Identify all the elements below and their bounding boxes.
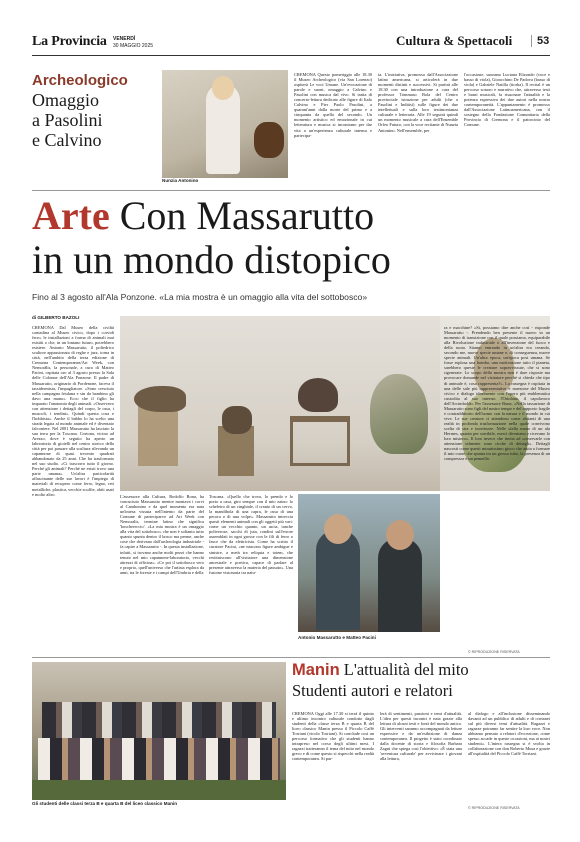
main-col-1: CREMONA Dal Museo della civiltà contadina al Museo civico, dopo i corvidi ferro, le installazioni a forma di animali mai esistiti o che, in un lontano futuro, potrebbero esistere. Antonio Massarutto, il poliedrico scultore appassionato di reghe e jazz, torna in città, nell'ambito della terza edizione di Cremona Contemporanea/Art Week, con Nemorālis, la personale, a cura di Matteo Pacini, ospitata oro al 3 agosto presso la Sala delle Colonne dell'Ala Ponzone. Il padre di Massarutto, originario di Pordenone, faceva il tassidermista, l'impagliatore. «Sono cresciuto nella campagna friulana e sin da bambino gli davo una mano». Ecco che il figlio ha imparato l'anatomia degli animali. «Osservavo con attenzione i dettagli del corpo, le ossa, i muscoli, i tendini». Quindi questa cosa e l'hobbista». Anche il babbo lo ha scelto una strada legata al mondo animale ed è diventato falconiere. Nel 2001 Massarutto ha lasciato la sua terra per la Toscana. Cortona, vicino ad Arezzo, dove è seguito ha aperto un laboratorio di gioielli nel centro storico della città per poi passare alla scultura rilevando un capannone di quasi trecento quadrati abbandonato da 25 anni. Che ha trasformato nel suo studio. «Ci trascorro tutto il giorno. Perché gli animali? Perché ne esisti trovo una parte umana». Un'altra particolarità affascinante delle sue lavori è l'impiego di materiali di recupero come ferro, legno, reti metalliche, plastica, vecchie scuffie, abiti usati e molto altro. (32, 325, 114, 497)
installation-table (290, 416, 350, 466)
installation-base-1 (138, 406, 178, 466)
top-col-3: l'occasione, suonano Luciana Elizondo (voce e basso di viola), Gioacchino De Padova (basso di viola) e Gabriele Natilla (tiorba). Il recital è un percorso sonoro e narrativo che, attraverso testi e brani musicali, fa risuonare l'attualità e la potenza espressiva dei due autori nella nostra contemporaneità. L'appuntamento è promosso dall'Associazione Latinoamericana, con il sostegno della Fondazione Comunitaria della Provincia di Cremona e il patrocinio del Comune. (464, 72, 550, 128)
portrait-person-1 (316, 530, 360, 630)
main-subtitle-quote: «La mia mostra è un omaggio alla vita del sottobosco» (159, 292, 368, 302)
bottom-col-1: CREMONA Oggi alle 17.30 si terrà il quinto e ultimo incontro culturale condotto dagli studenti della classe terza B e quarta B del liceo classico Manin presso il Piccolo Caffè Torriani (vicolo Torriani). Si conclude così un percorso formativo che gli studenti hanno intrapreso nel corso degli ultimi mesi. I ragazzi tratteranno il tema del mito nel mondo greco e di come questo si rispecchi nella realtà contemporanea. Si par- (292, 711, 374, 762)
top-col-2: ta. L'iniziativa, promossa dall'Associazione latino americana, si articolerà in due momenti distinti e successivi. Si partirà alle 18.30 con una introduzione a cura del professor Tommaso Bola del Centro provinciale istruzione per adulti (che a Pasolini e Inditisi) sulle figure dei due intellettuali e sulla loro testimonianza culturale e letteraria. Alle 19 seguirà quindi un momento musicale a cura dell'Ensemble Orfeo Futuro, con la voce recitante di Nunzia Antonino. Nell'ensemble, per (378, 72, 458, 133)
section-rule-1 (32, 190, 550, 191)
bottom-credit: © RIPRODUZIONE RISERVATA (468, 806, 520, 810)
bottom-col-2: lerà di sentimenti, passioni e temi d'attualità. L'idea per questi incontri è nata grazie alla lettura di alcuni testi e fonti del mondo antico. Gli interventi saranno accompagnati da letture espressive e da un'esibizione di danza contemporanea. Il progetto è stato coordinato dalla docente di storia e filosofia Barbara Zagni che spiega così l'obiettivo: «È stata una 'avventura culturale' per avvicinare i giovani alla lettura, (380, 711, 462, 762)
installation-creature-1 (134, 386, 186, 412)
main-credit: © RIPRODUZIONE RISERVATA (468, 650, 520, 654)
page-number: 53 (531, 35, 549, 47)
performer-head (212, 76, 234, 100)
top-photo (162, 70, 288, 178)
main-photo-installation (120, 316, 440, 491)
top-kicker: Archeologico (32, 72, 128, 89)
portrait-head-1 (324, 514, 352, 544)
main-col-3: Toscana. «Quello che trovo, lo prendo e lo porto a casa, giro sempre con il mio zaino: lo scheletro di un cinghiale, il cranio di un cervo, la mandibola di una capra, le ossa di una pecora o di una volpe». Massarutto intreccia questi elementi animali con gli oggetti più vari: come un vecchio quanto, un ascia, tanche poliverose, sacchi di juta, rondini sull'errore assemblati in ogni grosse con le fili di ferro o fasce che da elettricista. Come ha scritto il curatore Pacini, «ne nascono figure ambigue e sinistre, a metà tra reliquia e totem, che restituiscono all'visitatore una dimensione ancestrale e poetica, capace di parlare al presente attraverso la materia del passato». Una fusione visionaria tra natu- (209, 494, 293, 575)
main-byline: di GILBERTO BAZOLI (32, 315, 80, 320)
bottom-photo-students (32, 662, 286, 800)
main-photo-caption: Antonio Massarutto e Matteo Pacini (298, 635, 376, 640)
masthead-date: 30 MAGGIO 2025 (113, 43, 154, 49)
students-row-front (38, 738, 280, 780)
section-rule-2 (32, 657, 550, 658)
installation-creature-3 (298, 378, 338, 412)
top-title-line1: Omaggio (32, 90, 99, 110)
bottom-kicker: Manin (292, 661, 340, 679)
bottom-headline-line1 (292, 660, 469, 680)
main-col-2: L'assessore alla Cultura, Rodolfo Bona, ha conosciuto Massarutto mentre montava i corvi al Cambonino e da quel momento era nata un'intesa vissuta nell'intento da parte del Comune di parteciparve ad Art Week con Nemoralis, termine latino che significa 'boschereccio'. «La mia mostra è un omaggio alla vita del sottobosco, che non è soltanto tutto quanto spunta dentro il bosco ma perme, anche cose che derivano dall'archeologia industriale - fa capire a Massarutto -. In questa installazione, infatti, si trovano anche molti pezzi che hanno tenuto nel mio capannone-laboratorio, vecchi attrezzi di officina». «Ce poi il sottobosco vero e proprio, quell'universo che l'artista esplora da anni, tra le foreste e i campi dell'Umbria e della (120, 494, 204, 575)
main-col-4: ra e macchine? «Si, possiamo dire anche così - risponde Massarutto -. Prendendo ben presente il nuovo in un momento di transizione con il quale possiamo, equiparabile alla Rivoluzione industriale o all'invenzione del fuoco e della ruota. Stiamo entrando in un'altra era creando, secondo me, nuove specie umane e, di conseguenza, nuove specie animali. Un'altra epoca, un'epoca post umana. Se fosse esplosa una bomba, una motivazione tutto il pianeta, sarebbero queste le creature sopravvissute, che si sono rigenerate. Lo scopo della mostra non è dare risposte ma provocare domande nel visitatore perché si chieda che tipo di animale è, cosa rappresenta?». La rassegna è ospitata in una delle sale più rappresentative e maestose del Museo civico e dialoga idealmente con l'opera più emblematica custodita al suo interno: l'Ortolano, il capolavoro dell'Arcimboldo. Per l'assessore Bona, «Nella tassazione di Massarutto sono figli del nostro tempo e del rapporto fragile e contraddittorio dell'uomo con la natura e il mondo in cui vive. Le sue creature ci attendono come abitanti di una realtà in profonda trasformazione nella quale convivono scelta di stra e incertezze. Nelle sfalla mano di un ala Hermes, quanto per sorribile, esercì diventano e ricevano lo loro mistero». Il loro invece che invita ad «osservarle con attenzione talmente sono ricche di dettagli». Dettagli nascosti come questi minutissimo gioco che aiuta a formare il mio cuore che spunta tra un grosso tubo, la presenza di un compressor e un pennello. (444, 325, 550, 462)
installation-creature-4 (370, 374, 428, 454)
bottom-title-line1: L'attualità del mito (343, 660, 469, 679)
top-col-1: CREMONA Questo pomeriggio alle 18.30 il Museo Archeologico (via San Lorenzo) ospiterà Le voci Umane. Un'evocazione di parole e suoni, omaggio a Calvino e Pasolini con musica dal vivo. Si tratta di concerto-lettura dedicato alle figure di Italo Calvino e Pier Paolo Pasolini, a quarant'anni dalla morte del primo e a cinquanta da quella del secondo. Un momento artistico ed emozionale in cui letteratura e musica si incontrano per dar vita a un'esperienza culturale intensa e partecipa- (294, 72, 372, 138)
main-headline-line1 (32, 194, 374, 238)
main-subtitle (32, 292, 367, 302)
bottom-photo-caption: Gli studenti delle classi terza B e quarta B del liceo classico Manin (32, 801, 178, 806)
students-lawn (32, 780, 286, 800)
main-kicker: Arte (32, 193, 110, 238)
main-photo-portrait (298, 494, 440, 632)
top-title-line2: a Pasolini (32, 110, 103, 130)
masthead-rule (32, 55, 550, 56)
main-title-line2: in un mondo distopico (32, 237, 391, 282)
top-title-line3: e Calvino (32, 130, 102, 150)
main-subtitle-prefix: Fino al 3 agosto all'Ala Ponzone. (32, 292, 157, 302)
portrait-head-2 (386, 520, 414, 550)
bottom-col-3: al dialogo e all'inclusione disseminando davanti ad un pubblico di adulti e di coetanei sul più diversi temi d'attualità. Ragazzi e ragazze potranno far sentire la loro voce. Non abbiamo pensato a relatori d'eccezione, come spesso accade in queste occasioni, ma ai nostri studenti». L'intera rassegna si è svolta in collaborazione con don Roberto Musa e grazie all'ospitalità del Piccolo Caffè Torriani. (468, 711, 550, 757)
stage-prop (254, 122, 284, 158)
main-title-line1: Con Massarutto (119, 193, 375, 238)
masthead-logo: La Provincia (32, 34, 107, 49)
masthead-day: VENERDÌ (113, 36, 136, 42)
bottom-title-line2: Studenti autori e relatori (292, 681, 453, 700)
students-row-back (42, 702, 276, 742)
portrait-person-2 (378, 538, 422, 632)
installation-creature-2 (222, 406, 252, 434)
top-photo-caption: Nunzia Antonino (162, 178, 199, 183)
section-title: Cultura & Spettacoli (396, 33, 513, 48)
